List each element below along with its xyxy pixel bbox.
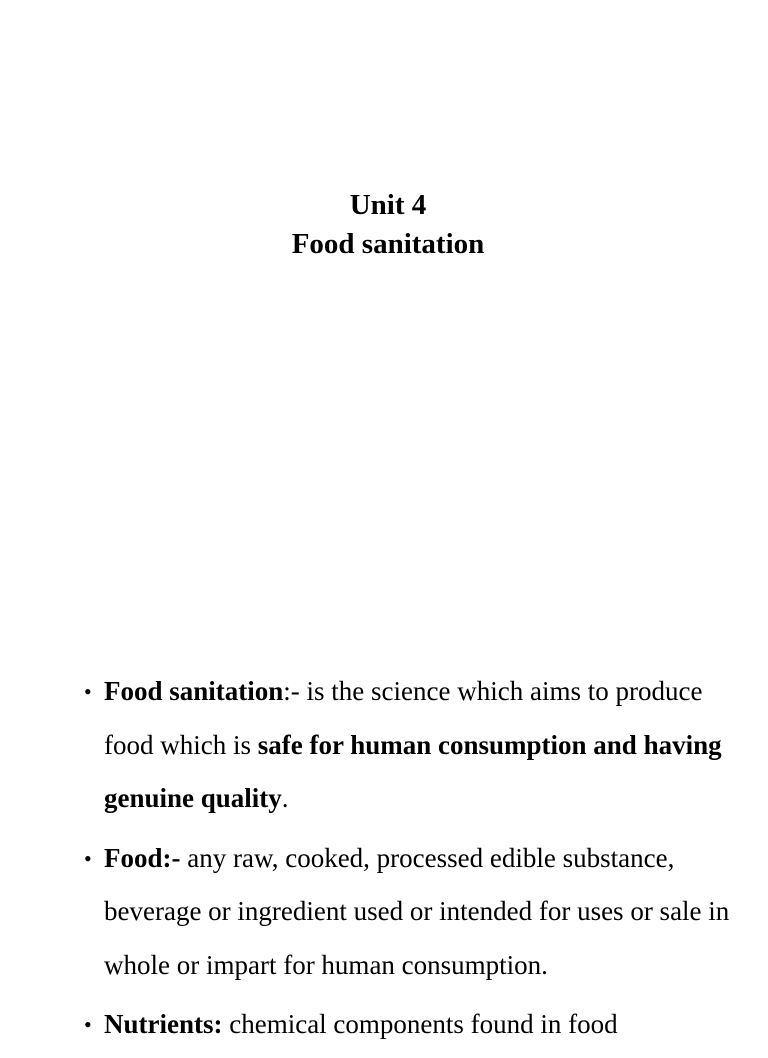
page-title: [0, 186, 768, 264]
bullet-icon: •: [84, 845, 92, 871]
definition-list: [0, 665, 768, 1058]
term: Food: [104, 842, 163, 873]
definition-food: [0, 832, 768, 993]
definition-text: chemical components found in food: [222, 1009, 618, 1039]
unit-title: Food sanitation: [291, 228, 485, 260]
definition-text-end: .: [281, 783, 289, 813]
definition-text: any raw, cooked, processed edible substance, beverage or ingredient used or intended for uses or sale in whole or impart for human consumption.: [104, 842, 730, 980]
definition-emphasis: safe for human consumption and having genuine quality: [104, 729, 722, 813]
definition-text: is the science which aims to produce food which is: [104, 676, 703, 760]
term-separator: :-: [283, 676, 300, 706]
definition-nutrients: [0, 998, 768, 1052]
definition-food-sanitation: [0, 665, 768, 826]
unit-number: Unit 4: [349, 189, 427, 221]
bullet-icon: •: [84, 1012, 92, 1037]
bullet-icon: •: [84, 679, 92, 704]
term: Food sanitation: [104, 676, 284, 706]
term: Nutrients:: [104, 1009, 223, 1039]
term-separator: :-: [162, 842, 181, 873]
